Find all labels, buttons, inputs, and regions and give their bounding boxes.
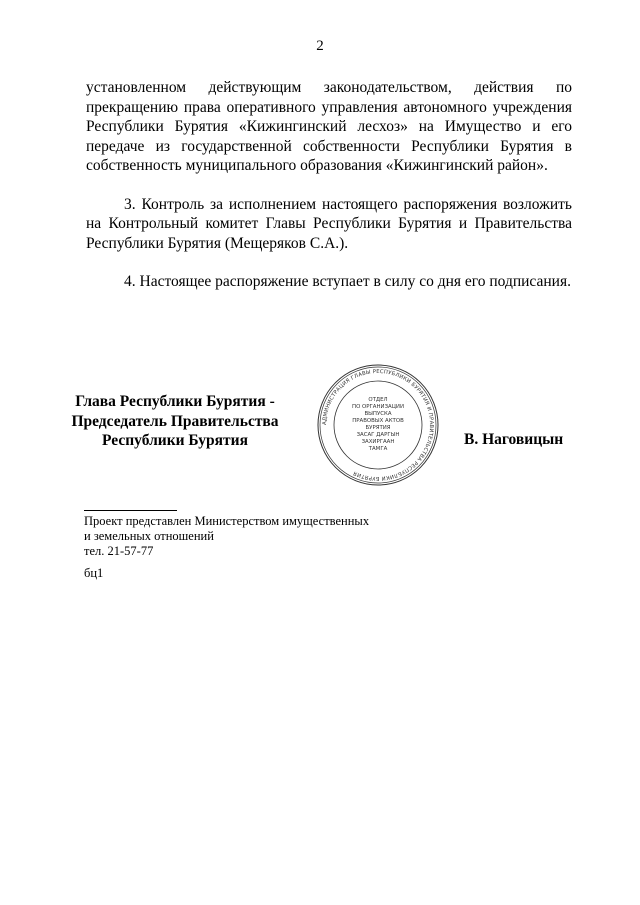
- seal-center-line: ПО ОРГАНИЗАЦИИ: [352, 404, 404, 410]
- paragraph-item-4: 4. Настоящее распоряжение вступает в силу со дня его подписания.: [124, 273, 571, 290]
- footnote-divider: [84, 510, 177, 511]
- footnote-line: и земельных отношений: [84, 529, 214, 543]
- seal-center-line: ОТДЕЛ: [368, 397, 388, 403]
- seal-center-line: ТАМГА: [368, 446, 388, 452]
- seal-center-line: ЗАСАГ ДАРГЫН: [356, 432, 400, 438]
- seal-center-line: ВЫПУСКА: [364, 411, 392, 417]
- footnote: [84, 514, 369, 559]
- seal-outer-text: АДМИНИСТРАЦИЯ ГЛАВЫ РЕСПУБЛИКИ БУРЯТИЯ И ПРАВИТЕЛЬСТВА РЕСПУБЛИКИ БУРЯТИЯ: [321, 368, 435, 482]
- official-seal-stamp: [316, 363, 440, 487]
- document-code: бц1: [84, 566, 104, 580]
- page-number: 2: [316, 38, 324, 54]
- seal-center-line: ПРАВОВЫХ АКТОВ: [352, 418, 404, 424]
- paragraph-item-3: 3. Контроль за исполнением настоящего распоряжения возложить на Контрольный комитет Главы Республики Бурятия и Правительства Республики Бурятия (Мещеряков С.А.).: [86, 195, 572, 252]
- document-body: [86, 78, 572, 292]
- footnote-phone: тел. 21-57-77: [84, 544, 154, 558]
- seal-center-line: ЗАХИРГААН: [361, 439, 395, 445]
- signatory-title-line: Глава Республики Бурятия -: [75, 393, 275, 410]
- footnote-line: Проект представлен Министерством имущественных: [84, 514, 370, 528]
- signatory-title-line: Республики Бурятия: [102, 432, 248, 449]
- signatory-title: [60, 392, 290, 451]
- seal-center-line: БУРЯТИЯ: [365, 425, 391, 431]
- signatory-title-line: Председатель Правительства: [71, 412, 279, 430]
- paragraph-continuation: установленном действующим законодательством, действия по прекращению права оперативного управления автономного учреждения Республики Бурятия «Кижингинский лесхоз» на Имущество и его передаче из государственной собственности Республики Бурятия в собственность муниципального образования «Кижингинский район».: [86, 79, 572, 174]
- signatory-name: В. Наговицын: [464, 431, 564, 448]
